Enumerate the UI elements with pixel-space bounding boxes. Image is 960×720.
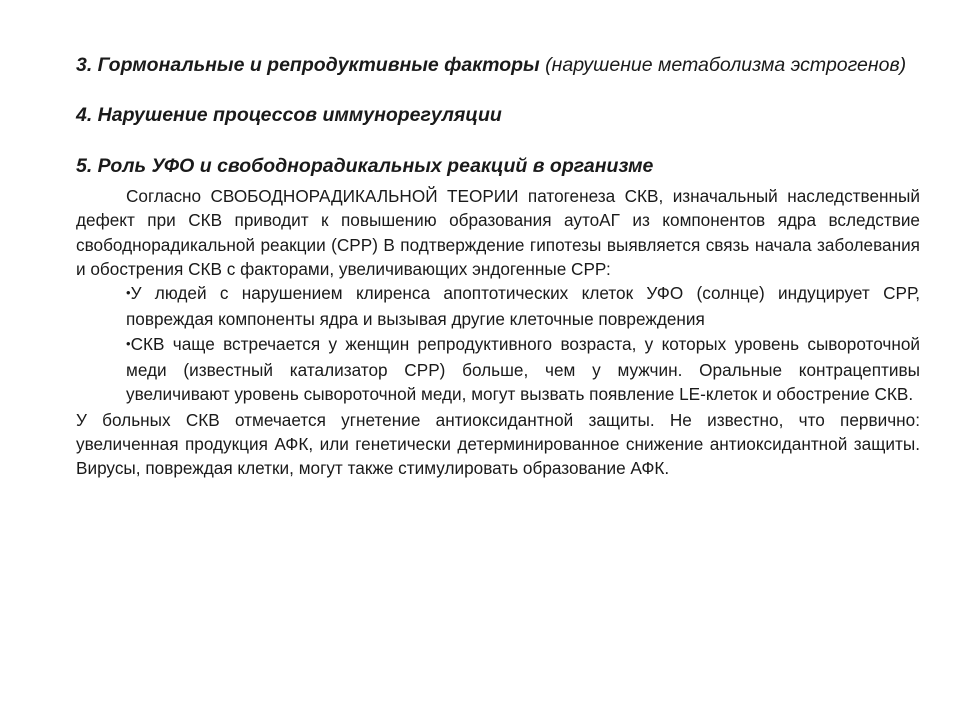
heading-parenthetical: (нарушение метаболизма эстрогенов) (545, 54, 907, 76)
heading-hormonal-factors (76, 52, 920, 78)
bullet-text: СКВ чаще встречается у женщин репродуктивного возраста, у которых уровень сывороточной меди (известный катализатор СРР) больше, чем у мужчин. Оральные контрацептивы увеличивают уровень сывороточной меди, могут вызвать появление LE-клеток и обострение СКВ. (126, 333, 920, 405)
heading-uv-free-radical (76, 153, 920, 179)
bullet-item-copper (126, 332, 920, 407)
heading-title: 4. Нарушение процессов иммунорегуляции (76, 104, 502, 126)
final-paragraph: У больных СКВ отмечается угнетение антиоксидантной защиты. Не известно, что первично: увеличенная продукция АФК, или генетически детерминированное снижение антиоксидантной защиты. Вирусы, повреждая клетки, могут также стимулировать образование АФК. (76, 409, 920, 479)
slide-content (76, 52, 920, 481)
intro-paragraph: Согласно СВОБОДНОРАДИКАЛЬНОЙ ТЕОРИИ патогенеза СКВ, изначальный наследственный дефект при СКВ приводит к повышению образования аутоАГ из компонентов ядра вследствие свободнорадикальной реакции (СРР) В подтверждение гипотезы выявляется связь начала заболевания и обострения СКВ с факторами, увеличивающих эндогенные СРР: (76, 186, 920, 279)
heading-title: 5. Роль УФО и свободнорадикальных реакций в организме (76, 155, 654, 177)
bullet-dot-icon: • (126, 285, 131, 301)
heading-title: 3. Гормональные и репродуктивные факторы (76, 54, 540, 76)
bullet-dot-icon: • (126, 335, 131, 351)
heading-immunoregulation (76, 102, 920, 128)
bullet-text: У людей с нарушением клиренса апоптотических клеток УФО (солнце) индуцирует СРР, повреждая компоненты ядра и вызывая другие клеточные повреждения (126, 283, 920, 330)
bullet-item-uv (126, 281, 920, 332)
